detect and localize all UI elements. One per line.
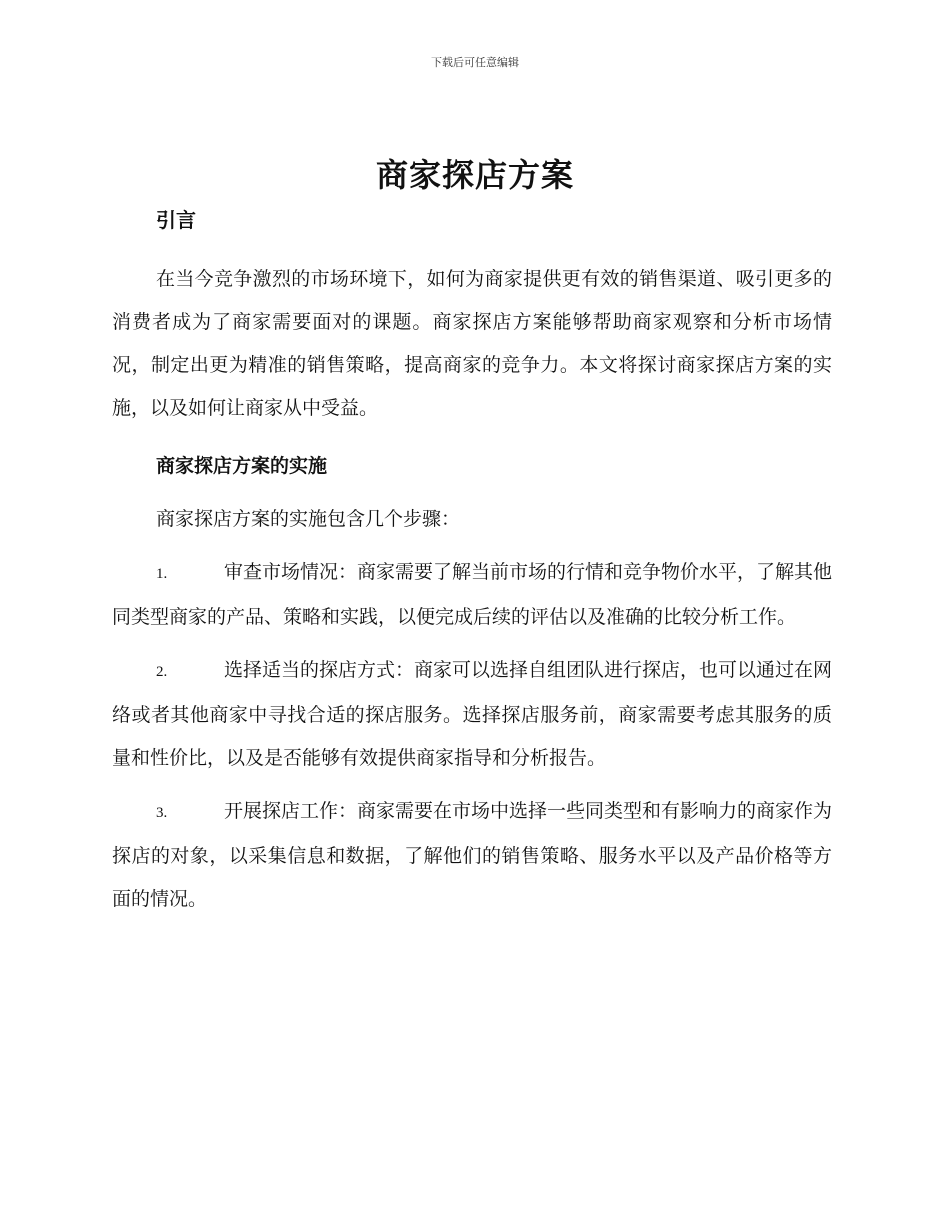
- list-item: [112, 649, 832, 780]
- header-note: 下载后可任意编辑: [431, 56, 519, 69]
- list-item: [112, 551, 832, 639]
- document-body: [112, 200, 832, 921]
- list-item-number: 1.: [156, 566, 168, 582]
- implementation-heading: 商家探店方案的实施: [156, 455, 328, 477]
- implementation-lead: 商家探店方案的实施包含几个步骤：: [156, 508, 461, 530]
- list-item-text: 审查市场情况：商家需要了解当前市场的行情和竞争物价水平，了解其他同类型商家的产品、策略和实践，以便完成后续的评估以及准确的比较分析工作。: [112, 561, 833, 628]
- document-title: 商家探店方案: [375, 156, 574, 194]
- intro-paragraph: 在当今竞争激烈的市场环境下，如何为商家提供更有效的销售渠道、吸引更多的消费者成为了商家需要面对的课题。商家探店方案能够帮助商家观察和分析市场情况，制定出更为精准的销售策略，提高商家的竞争力。本文将探讨商家探店方案的实施，以及如何让商家从中受益。: [112, 268, 832, 419]
- list-item-number: 2.: [156, 664, 168, 680]
- list-item: [112, 790, 832, 921]
- list-item-number: 3.: [156, 805, 168, 821]
- list-item-text: 选择适当的探店方式：商家可以选择自组团队进行探店，也可以通过在网络或者其他商家中寻找合适的探店服务。选择探店服务前，商家需要考虑其服务的质量和性价比，以及是否能够有效提供商家指导和分析报告。: [112, 659, 833, 769]
- list-item-text: 开展探店工作：商家需要在市场中选择一些同类型和有影响力的商家作为探店的对象，以采集信息和数据，了解他们的销售策略、服务水平以及产品价格等方面的情况。: [112, 800, 833, 910]
- intro-heading: 引言: [156, 208, 196, 232]
